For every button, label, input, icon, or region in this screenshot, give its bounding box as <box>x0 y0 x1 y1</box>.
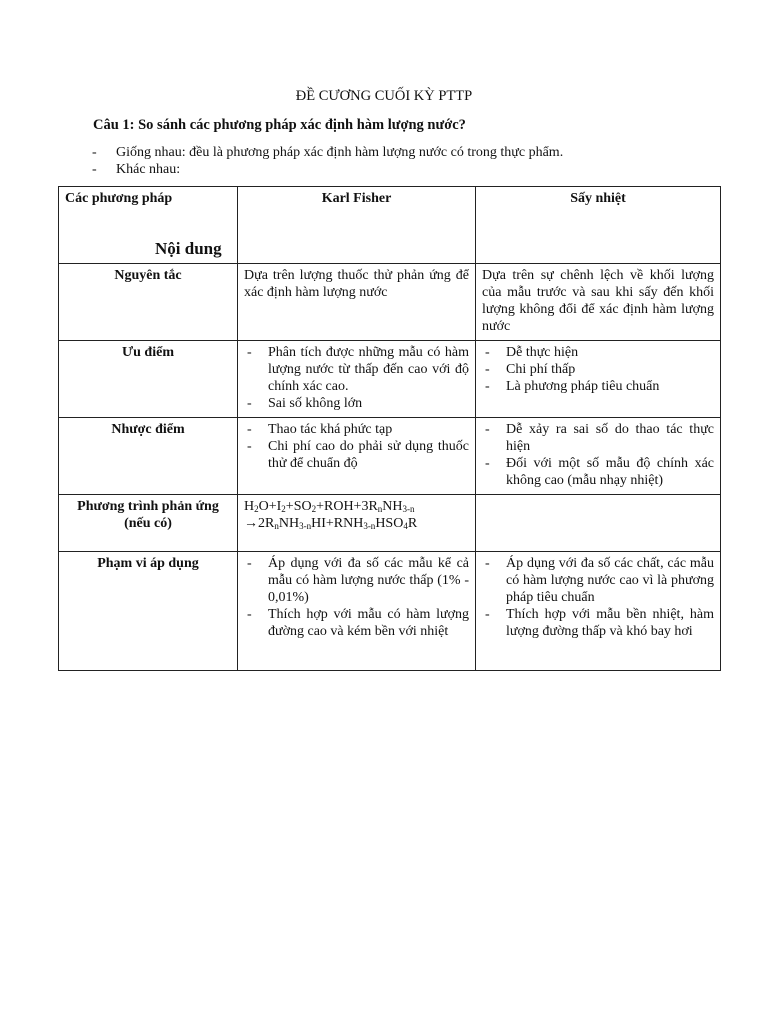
karl-principle: Dựa trên lượng thuốc thử phản ứng để xác định hàm lượng nước <box>238 264 476 341</box>
row-label-principle: Nguyên tắc <box>59 264 238 341</box>
karl-equation <box>238 495 476 552</box>
equation-line-2 <box>244 515 469 532</box>
list-item: - Phân tích được những mẫu có hàm lượng nước từ thấp đến cao với độ chính xác cao. <box>244 344 469 395</box>
header-methods-label: Các phương pháp <box>65 191 173 206</box>
row-label-scope: Phạm vi áp dụng <box>59 552 238 671</box>
list-item: - Chi phí thấp <box>482 361 714 378</box>
say-advantages <box>476 341 721 418</box>
equation-part: H <box>244 499 255 514</box>
equation-part: →2R <box>244 516 275 531</box>
table-row <box>59 495 721 552</box>
say-equation <box>476 495 721 552</box>
header-content-label: Nội dung <box>155 239 222 258</box>
header-corner-cell <box>59 187 238 264</box>
list-item: - Thao tác khá phức tạp <box>244 421 469 438</box>
equation-part: +ROH+3R <box>316 499 378 514</box>
header-say-nhiet: Sấy nhiệt <box>476 187 721 264</box>
equation-part: HSO <box>375 516 404 531</box>
document-title: ĐỀ CƯƠNG CUỐI KỲ PTTP <box>295 88 473 104</box>
table-row <box>59 418 721 495</box>
table-row <box>59 264 721 341</box>
row-label-disadvantages: Nhược điểm <box>59 418 238 495</box>
equation-subscript: 2 <box>281 504 286 514</box>
list-item: - Thích hợp với mẫu bền nhiệt, hàm lượng đường thấp và khó bay hơi <box>482 606 714 640</box>
karl-disadvantages <box>238 418 476 495</box>
table-header-row <box>59 187 721 264</box>
equation-subscript: n <box>377 504 383 514</box>
list-item: - Áp dụng với đa số các chất, các mẫu có hàm lượng nước cao vì là phương pháp tiêu chuẩn <box>482 555 714 606</box>
list-item: - Dễ xảy ra sai số do thao tác thực hiện <box>482 421 714 455</box>
list-item: - Dễ thực hiện <box>482 344 714 361</box>
equation-part: R <box>407 516 418 531</box>
say-scope <box>476 552 721 671</box>
row-label-advantages: Ưu điểm <box>59 341 238 418</box>
equation-part: +SO <box>285 499 312 514</box>
table-row <box>59 552 721 671</box>
karl-disadvantages-list <box>244 421 469 472</box>
equation-subscript: 4 <box>403 521 408 531</box>
list-item: - Áp dụng với đa số các mẫu kể cả mẫu có hàm lượng nước thấp (1% - 0,01%) <box>244 555 469 606</box>
table-row <box>59 341 721 418</box>
karl-scope-list <box>244 555 469 640</box>
say-disadvantages-list <box>482 421 714 489</box>
equation-part: HI+RNH <box>311 516 364 531</box>
list-item: - Chi phí cao do phải sử dụng thuốc thử để chuẩn độ <box>244 438 469 472</box>
equation-part: NH <box>382 499 403 514</box>
bullet-similarities: - Giống nhau: đều là phương pháp xác định hàm lượng nước có trong thực phẩm. <box>92 144 563 161</box>
equation-line-1 <box>244 498 469 515</box>
karl-advantages-list <box>244 344 469 412</box>
header-karl-fisher: Karl Fisher <box>238 187 476 264</box>
row-label-equation: Phương trình phản ứng (nếu có) <box>59 495 238 552</box>
say-advantages-list <box>482 344 714 395</box>
list-item: - Sai số không lớn <box>244 395 469 412</box>
list-item: - Thích hợp với mẫu có hàm lượng đường cao và kém bền với nhiệt <box>244 606 469 640</box>
equation-part: O+I <box>258 499 282 514</box>
say-principle: Dựa trên sự chênh lệch về khối lượng của mẫu trước và sau khi sấy đến khối lượng không đổi để xác định hàm lượng nước <box>476 264 721 341</box>
say-scope-list <box>482 555 714 640</box>
equation-subscript: n <box>274 521 279 531</box>
question-heading: Câu 1: So sánh các phương pháp xác định hàm lượng nước? <box>93 117 466 133</box>
equation-subscript: 3-n <box>402 504 415 514</box>
list-item: - Đối với một số mẫu độ chính xác không cao (mẫu nhạy nhiệt) <box>482 455 714 489</box>
equation-subscript: 2 <box>311 504 317 514</box>
karl-advantages <box>238 341 476 418</box>
equation-part: NH <box>278 516 300 531</box>
intro-bullet-list <box>92 144 563 178</box>
equation-subscript: 2 <box>254 504 259 514</box>
bullet-differences: - Khác nhau: <box>92 161 563 178</box>
equation-subscript: 3-n <box>363 521 376 531</box>
list-item: - Là phương pháp tiêu chuẩn <box>482 378 714 395</box>
equation-subscript: 3-n <box>299 521 312 531</box>
comparison-table <box>58 186 721 671</box>
say-disadvantages <box>476 418 721 495</box>
karl-scope <box>238 552 476 671</box>
